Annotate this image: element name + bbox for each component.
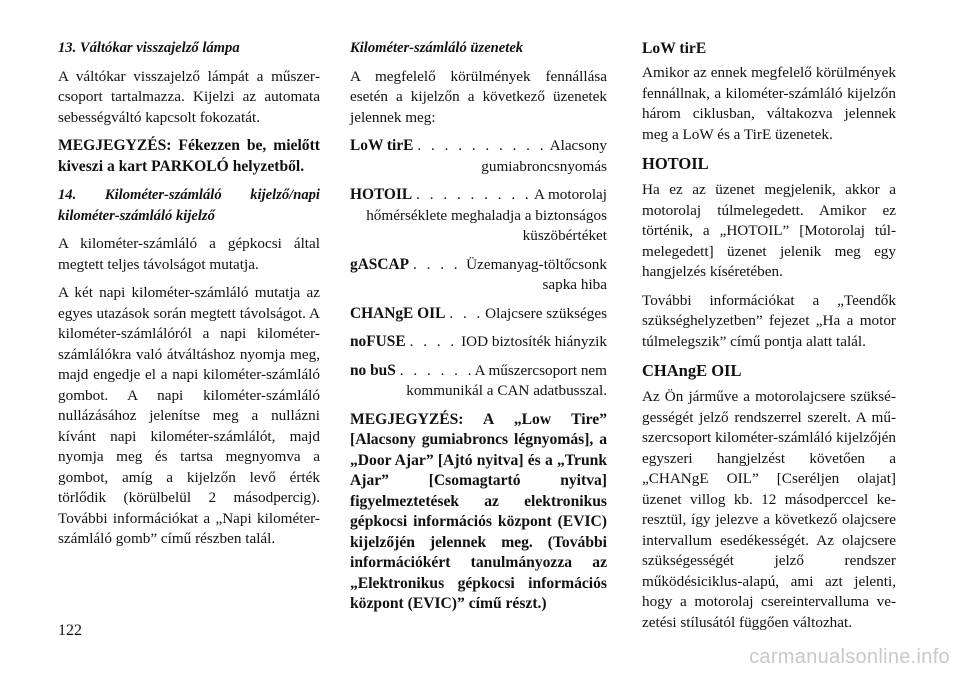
message-entry bbox=[350, 136, 607, 177]
message-code: CHANgE OIL bbox=[350, 304, 446, 322]
message-code: HOTOIL bbox=[350, 186, 413, 203]
section-heading-odometer-messages: Kilométer-számláló üzenetek bbox=[350, 40, 524, 56]
subheading-low-tire: LoW tirE bbox=[642, 40, 707, 57]
column-middle bbox=[350, 38, 607, 623]
message-entry bbox=[350, 332, 607, 353]
paragraph-hotoil: Ha ez az üzenet megjelenik, akkor a motorolaj túlmelegedett. Amikor ez történik, a „HOTOIL” [Motorolaj túlmelegedett] üzenet jelenik meg egy hangjelzés kíséretében. bbox=[642, 181, 896, 280]
leader-dots bbox=[417, 136, 545, 157]
message-code: no buS bbox=[350, 361, 396, 379]
message-code: noFUSE bbox=[350, 333, 406, 350]
note-warnings: MEGJEGYZÉS: A „Low Tire” [Alacsony gumiabroncs légnyomás], a „Door Ajar” [Ajtó nyitva] és a „Trunk Ajar” [Csomagtartó nyitva] figyelmeztetések az elektronikus gépkocsi információs központ (EVIC) kijelzőjén jelennek meg. (További információkért tanulmányozza az „Elektronikus gépkocsi információs központ (EVIC)” című részt.) bbox=[350, 410, 607, 612]
message-description: Üzemanyag-töltőcsonk bbox=[466, 255, 607, 273]
message-description-cont: gumiabroncsnyomás bbox=[481, 157, 607, 175]
message-description-cont: kommunikál a CAN adatbusszal. bbox=[406, 382, 607, 399]
message-description: A motorolaj bbox=[534, 186, 607, 203]
message-entry bbox=[350, 304, 607, 325]
message-description: Olajcsere szükséges bbox=[485, 304, 607, 322]
leader-dots bbox=[400, 361, 471, 382]
message-entry bbox=[350, 255, 607, 296]
column-left bbox=[58, 38, 320, 558]
message-description-cont: sapka hiba bbox=[542, 276, 607, 293]
leader-dots bbox=[413, 255, 462, 276]
message-entry bbox=[350, 361, 607, 402]
watermark: carmanualsonline.info bbox=[749, 646, 950, 668]
message-description: A műszercsoport nem bbox=[474, 361, 607, 379]
leader-dots bbox=[410, 332, 457, 353]
message-description: Alacsony bbox=[549, 137, 607, 154]
leader-dots bbox=[416, 185, 530, 206]
section-heading-odometer: 14. Kilométer-számláló kijelző/napi kilométer-számláló kijelző bbox=[58, 187, 320, 224]
paragraph-trip-odometer: A két napi kilométer-számláló mutatja az egyes utazások során megtett távolságot. A kilométer-számlálóról a napi kilométer-számlálókra való átváltáshoz nyomja meg, majd engedje el a napi kilométer-számláló gombot. A napi kilométer-számláló nullázásához jelenítse meg a nullázni kívánt napi kilométer-számlálót, majd nyomja meg és tartsa megnyomva a gombot, amíg a kijelzőn levő érték törlődik (körülbelül 2 másodpercig). További információkat a „Napi kilométer-számláló gomb” című részben talál. bbox=[58, 284, 320, 547]
paragraph-hotoil-info: További információkat a „Teendők szükséghelyzetben” fejezet „Ha a motor túlmelegszik” című pontja alatt talál. bbox=[642, 291, 896, 350]
paragraph-odometer-total: A kilométer-számláló a gépkocsi által megtett teljes távolságot mutatja. bbox=[58, 235, 320, 273]
leader-dots bbox=[449, 304, 481, 325]
column-right bbox=[642, 38, 896, 641]
paragraph-gear-indicator: A váltókar visszajelző lámpát a műszercsoport tartalmazza. Kijelzi az automata sebességváltó kapcsolt fokozatát. bbox=[58, 67, 320, 126]
note-park: MEGJEGYZÉS: Fékezzen be, mielőtt kiveszi a kart PARKOLÓ helyzetből. bbox=[58, 137, 320, 175]
message-code: LoW tirE bbox=[350, 137, 414, 154]
page-number: 122 bbox=[58, 622, 82, 639]
paragraph-low-tire: Amikor az ennek megfelelő körülmények fennállnak, a kilométer-számláló kijelzőn három ciklusban, váltakozva jelennek meg a LoW és a TirE üzenetek. bbox=[642, 64, 896, 143]
section-heading-gear-indicator: 13. Váltókar visszajelző lámpa bbox=[58, 40, 240, 56]
message-code: gASCAP bbox=[350, 255, 409, 273]
paragraph-messages-intro: A megfelelő körülmények fennállása esetén a kijelzőn a következő üzenetek jelennek meg: bbox=[350, 67, 607, 126]
message-description: IOD biztosíték hiányzik bbox=[461, 333, 607, 350]
paragraph-change-oil: Az Ön járműve a motorolajcsere szükségességét jelző rendszerrel szerelt. A műszercsoport kilométer-számláló kijelzőjén egyszeri hangjelzést követően a „CHANgE OIL” [Cseréljen olajat] üzenet villog kb. 12 másodperccel keresztül, így jelezve a következő olajcsere intervallum esedékességét. Az olajcsere szükségességét jelző rendszer működésiciklus-alapú, ami azt jelenti, hogy a motorolaj csereintervalluma vezetési stílusától függően változhat. bbox=[642, 388, 896, 631]
message-description-cont: hőmérséklete meghaladja a biztonságos küszöbértéket bbox=[366, 206, 607, 244]
subheading-hotoil: HOTOIL bbox=[642, 154, 709, 173]
subheading-change-oil: CHAngE OIL bbox=[642, 361, 742, 380]
message-entry bbox=[350, 185, 607, 247]
